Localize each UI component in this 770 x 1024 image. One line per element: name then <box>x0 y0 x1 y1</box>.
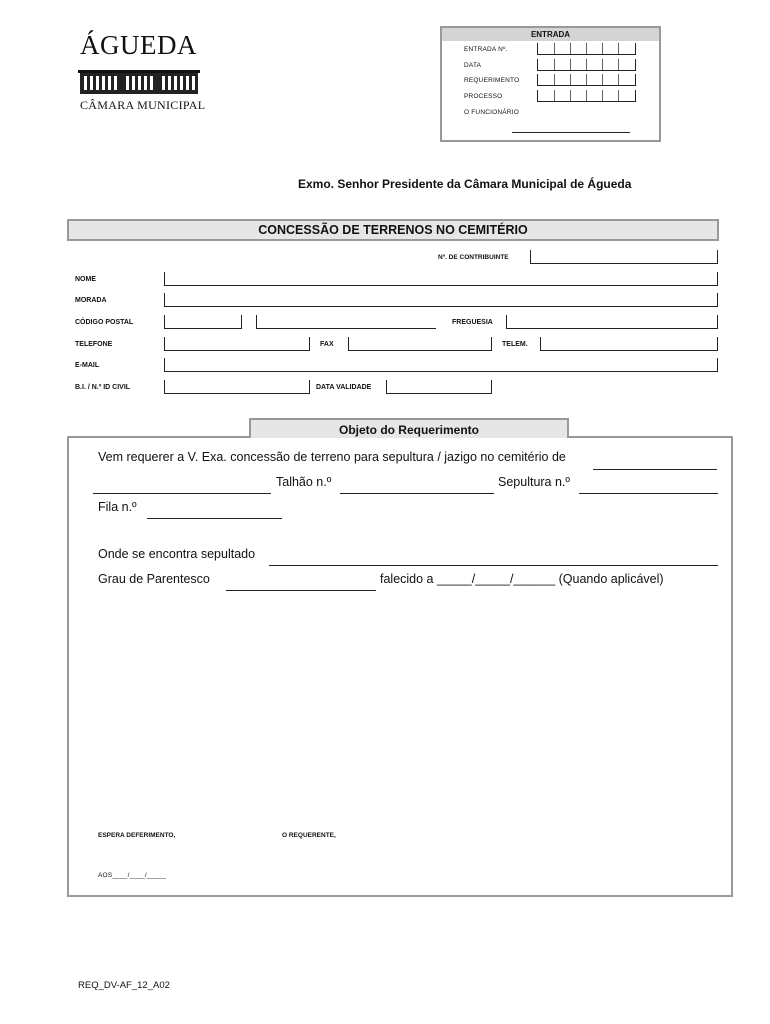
funcionario-signature-line[interactable] <box>512 132 630 133</box>
contribuinte-label: Nº. DE CONTRIBUINTE <box>438 254 509 261</box>
objeto-title-text: Objeto do Requerimento <box>338 423 479 437</box>
objeto-title <box>249 418 569 438</box>
fila-label: Fila n.º <box>98 500 137 514</box>
objeto-box <box>67 436 733 897</box>
codigo-postal-field-2[interactable] <box>256 315 436 329</box>
telefone-field[interactable] <box>164 337 310 351</box>
entrada-label-funcionario: O FUNCIONÁRIO <box>464 109 519 116</box>
footer-code: REQ_DV-AF_12_A02 <box>78 980 170 991</box>
telem-field[interactable] <box>540 337 718 351</box>
logo-city: ÁGUEDA <box>80 30 197 60</box>
fila-field[interactable] <box>147 518 282 519</box>
logo <box>78 30 208 115</box>
talhao-label: Talhão n.º <box>276 475 332 489</box>
espera-deferimento: ESPERA DEFERIMENTO, <box>98 832 176 839</box>
entrada-label-data: DATA <box>464 62 482 69</box>
morada-label: MORADA <box>75 297 107 304</box>
freguesia-field[interactable] <box>506 315 718 329</box>
entrada-title: ENTRADA <box>442 28 659 41</box>
freguesia-label: FREGUESIA <box>452 319 493 326</box>
bi-field[interactable] <box>164 380 310 394</box>
cemiterio-field[interactable] <box>593 469 717 470</box>
nome-label: NOME <box>75 276 96 283</box>
email-field[interactable] <box>164 358 718 372</box>
fax-label: FAX <box>320 341 334 348</box>
sepultado-label: Onde se encontra sepultado <box>98 547 256 561</box>
aos-date[interactable]: AOS____/____/_____ <box>98 872 166 879</box>
telem-label: TELEM. <box>502 341 528 348</box>
validade-field[interactable] <box>386 380 492 394</box>
addressee: Exmo. Senhor Presidente da Câmara Municipal de Águeda <box>298 177 632 191</box>
talhao-field[interactable] <box>340 493 494 494</box>
section-title <box>67 219 719 241</box>
falecido-text[interactable]: falecido a _____/_____/______ (Quando aplicável) <box>380 572 664 586</box>
building-icon <box>78 66 200 96</box>
grau-label: Grau de Parentesco <box>98 572 210 586</box>
o-requerente: O REQUERENTE, <box>282 832 336 839</box>
nome-field[interactable] <box>164 272 718 286</box>
entrada-label-processo: PROCESSO <box>464 93 503 100</box>
entrada-box <box>440 26 661 142</box>
codigo-postal-label: CÓDIGO POSTAL <box>75 319 134 326</box>
logo-subtitle: CÂMARA MUNICIPAL <box>80 98 206 112</box>
telefone-label: TELEFONE <box>75 341 113 348</box>
objeto-line1: Vem requerer a V. Exa. concessão de terreno para sepultura / jazigo no cemitério de <box>98 450 566 464</box>
contribuinte-field[interactable] <box>530 250 718 264</box>
section-title-text: CONCESSÃO DE TERRENOS NO CEMITÉRIO <box>258 223 528 237</box>
email-label: E-MAIL <box>75 362 100 369</box>
entrada-numero-field[interactable] <box>537 43 636 55</box>
sepultura-label: Sepultura n.º <box>498 475 570 489</box>
fax-field[interactable] <box>348 337 492 351</box>
grau-field[interactable] <box>226 590 376 591</box>
morada-field[interactable] <box>164 293 718 307</box>
entrada-label-requerimento: REQUERIMENTO <box>464 77 520 84</box>
sepultado-field[interactable] <box>269 565 718 566</box>
entrada-data-field[interactable] <box>537 59 636 71</box>
sepultura-field[interactable] <box>579 493 718 494</box>
validade-label: DATA VALIDADE <box>316 384 372 391</box>
codigo-postal-field-1[interactable] <box>164 315 242 329</box>
entrada-processo-field[interactable] <box>537 90 636 102</box>
entrada-requerimento-field[interactable] <box>537 74 636 86</box>
bi-label: B.I. / N.º ID CIVIL <box>75 384 131 391</box>
cemiterio-continuation-field[interactable] <box>93 493 271 494</box>
entrada-label-numero: ENTRADA Nº. <box>464 46 508 53</box>
